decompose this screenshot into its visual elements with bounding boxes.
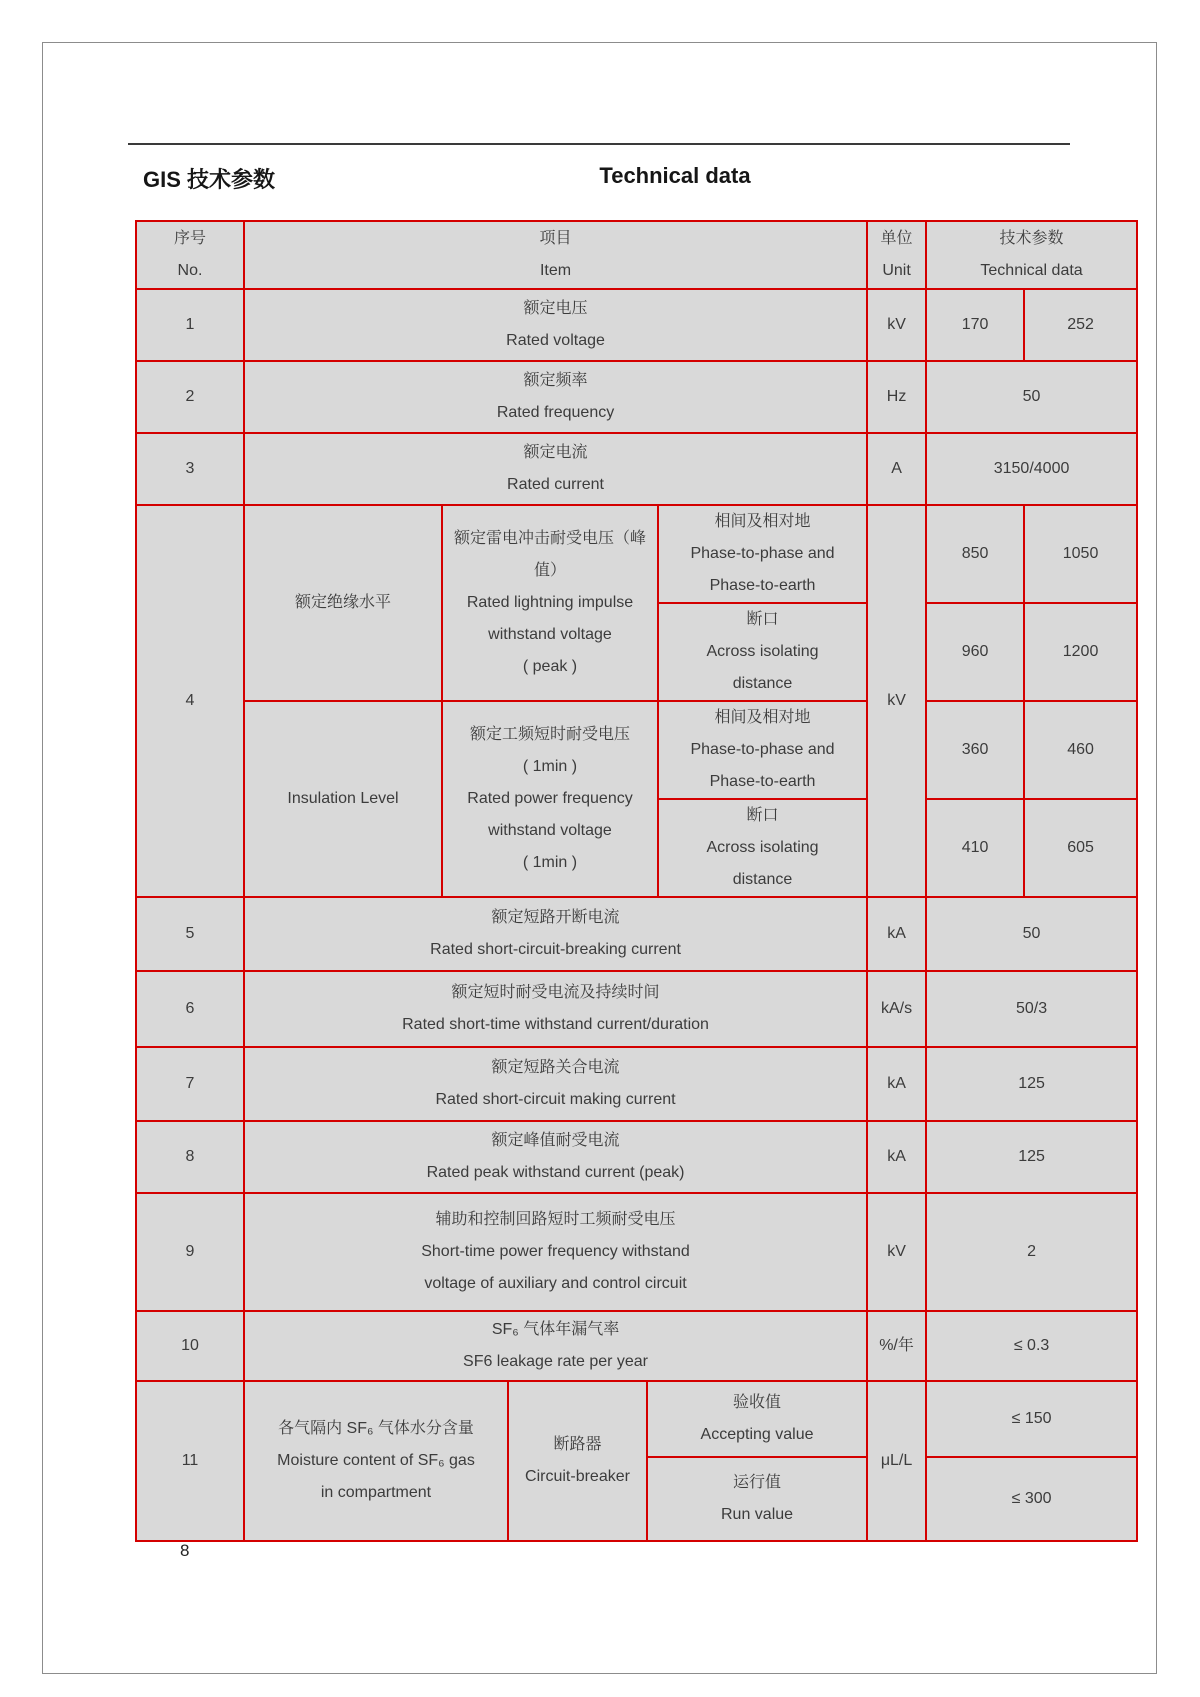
row4-phase2-zh: 相间及相对地: [714, 709, 811, 726]
row-1: [136, 289, 1137, 361]
row11-run-zh: 运行值: [733, 1474, 782, 1491]
row6-no-cell: 6: [136, 971, 244, 1047]
row4-power-line3: Rated power frequency: [467, 790, 633, 807]
row1-no-cell: 1: [136, 289, 244, 361]
row8-item-cell: [244, 1121, 867, 1193]
row9-unit-cell: kV: [867, 1193, 926, 1311]
row1-value1-cell: 170: [926, 289, 1024, 361]
row7-value-cell: 125: [926, 1047, 1137, 1121]
row-2: [136, 361, 1137, 433]
row4-value-605: 605: [1024, 799, 1137, 897]
row4-phase1-en1: Phase-to-phase and: [690, 545, 835, 562]
row6-unit-cell: kA/s: [867, 971, 926, 1047]
row2-item-zh: 额定频率: [523, 372, 588, 389]
row4-lightning-line5: ( peak ): [522, 658, 578, 675]
row-8: [136, 1121, 1137, 1193]
row3-item-en: Rated current: [507, 476, 604, 493]
row1-unit-cell: kV: [867, 289, 926, 361]
row-11-sub1: [136, 1381, 1137, 1457]
row4-power-line5: ( 1min ): [522, 854, 578, 871]
header-item-zh: 项目: [539, 230, 572, 247]
row5-unit-cell: kA: [867, 897, 926, 971]
row-5: [136, 897, 1137, 971]
row6-item-cell: [244, 971, 867, 1047]
row3-unit-cell: A: [867, 433, 926, 505]
row5-item-cell: [244, 897, 867, 971]
row11-accept-en: Accepting value: [700, 1426, 814, 1443]
row-7: [136, 1047, 1137, 1121]
row4-gap2-en1: Across isolating: [706, 839, 819, 856]
row11-item-cell: [244, 1381, 508, 1541]
row11-item-zh: 各气隔内 SF₆ 气体水分含量: [278, 1420, 474, 1437]
row9-item-en2: voltage of auxiliary and control circuit: [424, 1275, 687, 1292]
row3-item-zh: 额定电流: [523, 444, 588, 461]
row6-item-zh: 额定短时耐受电流及持续时间: [451, 984, 660, 1001]
row9-item-zh: 辅助和控制回路短时工频耐受电压: [435, 1211, 676, 1228]
row11-accept-value-cell: ≤ 150: [926, 1381, 1137, 1457]
page-title-en: Technical data: [599, 163, 751, 188]
row4-level-en-cell: Insulation Level: [244, 701, 442, 897]
row5-item-en: Rated short-circuit-breaking current: [430, 941, 681, 958]
row4-phase1-zh: 相间及相对地: [714, 513, 811, 530]
row4-lightning-cell: [442, 505, 658, 701]
row4-phase2-cell: [658, 701, 867, 799]
row-6: [136, 971, 1137, 1047]
row10-unit-cell: %/年: [867, 1311, 926, 1381]
row11-run-en: Run value: [721, 1506, 794, 1523]
table-header-row: [136, 221, 1137, 289]
technical-data-table: [135, 220, 1138, 1542]
row4-lightning-line1: 额定雷电冲击耐受电压（峰: [453, 530, 646, 547]
row11-run-cell: [647, 1457, 867, 1541]
row2-no-cell: 2: [136, 361, 244, 433]
row11-unit-cell: μL/L: [867, 1381, 926, 1541]
row8-value-cell: 125: [926, 1121, 1137, 1193]
row5-value-cell: 50: [926, 897, 1137, 971]
row10-item-cell: [244, 1311, 867, 1381]
row3-item-cell: [244, 433, 867, 505]
row3-no-cell: 3: [136, 433, 244, 505]
row4-value-1200: 1200: [1024, 603, 1137, 701]
row4-phase1-cell: [658, 505, 867, 603]
row11-accept-cell: [647, 1381, 867, 1457]
row4-unit-cell: kV: [867, 505, 926, 897]
row4-lightning-line2: 值）: [533, 562, 566, 579]
header-no-cell: [136, 221, 244, 289]
row7-item-zh: 额定短路关合电流: [491, 1059, 620, 1076]
row11-item-en1: Moisture content of SF₆ gas: [277, 1452, 475, 1469]
row-3: [136, 433, 1137, 505]
row3-value-cell: 3150/4000: [926, 433, 1137, 505]
row4-power-line1: 额定工频短时耐受电压: [469, 726, 630, 743]
row11-breaker-cell: [508, 1381, 647, 1541]
row1-item-en: Rated voltage: [506, 332, 605, 349]
row7-unit-cell: kA: [867, 1047, 926, 1121]
row4-power-cell: [442, 701, 658, 897]
row4-gap1-en2: distance: [732, 675, 793, 692]
header-param-en: Technical data: [980, 262, 1083, 279]
row8-item-zh: 额定峰值耐受电流: [491, 1132, 620, 1149]
row9-item-en1: Short-time power frequency withstand: [421, 1243, 690, 1260]
header-unit-cell: [867, 221, 926, 289]
header-param-cell: [926, 221, 1137, 289]
row4-value-850: 850: [926, 505, 1024, 603]
header-no-zh: 序号: [173, 230, 206, 247]
row6-value-cell: 50/3: [926, 971, 1137, 1047]
row2-unit-cell: Hz: [867, 361, 926, 433]
row1-item-cell: [244, 289, 867, 361]
row7-item-cell: [244, 1047, 867, 1121]
row7-no-cell: 7: [136, 1047, 244, 1121]
row5-item-zh: 额定短路开断电流: [491, 909, 620, 926]
header-no-en: No.: [177, 262, 203, 279]
horizontal-rule: [128, 143, 1070, 145]
row2-item-cell: [244, 361, 867, 433]
page-number: 8: [180, 1541, 190, 1560]
row4-power-line4: withstand voltage: [488, 822, 612, 839]
row11-run-value-cell: ≤ 300: [926, 1457, 1137, 1541]
row11-no-cell: 11: [136, 1381, 244, 1541]
row10-item-zh: SF₆ 气体年漏气率: [491, 1321, 620, 1338]
row2-item-en: Rated frequency: [496, 404, 615, 421]
row8-item-en: Rated peak withstand current (peak): [426, 1164, 685, 1181]
header-param-zh: 技术参数: [999, 230, 1064, 247]
row4-gap2-zh: 断口: [746, 807, 779, 824]
row4-phase2-en2: Phase-to-earth: [709, 773, 816, 790]
header-item-cell: [244, 221, 867, 289]
row11-item-en2: in compartment: [320, 1484, 432, 1501]
row4-value-460: 460: [1024, 701, 1137, 799]
row4-value-410: 410: [926, 799, 1024, 897]
row-9: [136, 1193, 1137, 1311]
page-title-zh: GIS 技术参数: [143, 167, 276, 192]
row4-phase1-en2: Phase-to-earth: [709, 577, 816, 594]
row10-no-cell: 10: [136, 1311, 244, 1381]
row4-value-960: 960: [926, 603, 1024, 701]
row-10: [136, 1311, 1137, 1381]
header-unit-zh: 单位: [880, 230, 913, 247]
row11-breaker-en: Circuit-breaker: [525, 1468, 630, 1485]
row4-gap1-zh: 断口: [746, 611, 779, 628]
header-unit-en: Unit: [882, 262, 911, 279]
row8-no-cell: 8: [136, 1121, 244, 1193]
row4-phase2-en1: Phase-to-phase and: [690, 741, 835, 758]
row4-level-zh-cell: 额定绝缘水平: [244, 505, 442, 701]
row1-item-zh: 额定电压: [523, 300, 588, 317]
row4-gap2-en2: distance: [732, 871, 793, 888]
row4-no-cell: 4: [136, 505, 244, 897]
row1-value2-cell: 252: [1024, 289, 1137, 361]
row9-item-cell: [244, 1193, 867, 1311]
row2-value-cell: 50: [926, 361, 1137, 433]
row10-value-cell: ≤ 0.3: [926, 1311, 1137, 1381]
header-item-en: Item: [539, 262, 572, 279]
row4-gap2-cell: [658, 799, 867, 897]
row9-no-cell: 9: [136, 1193, 244, 1311]
row10-item-en: SF6 leakage rate per year: [463, 1353, 649, 1370]
row4-lightning-line4: withstand voltage: [488, 626, 612, 643]
row4-value-1050: 1050: [1024, 505, 1137, 603]
row4-power-line2: ( 1min ): [522, 758, 578, 775]
row4-lightning-line3: Rated lightning impulse: [466, 594, 634, 611]
row-4-sub3: [136, 701, 1137, 799]
row8-unit-cell: kA: [867, 1121, 926, 1193]
row4-value-360: 360: [926, 701, 1024, 799]
row4-gap1-cell: [658, 603, 867, 701]
row11-breaker-zh: 断路器: [553, 1436, 602, 1453]
row11-accept-zh: 验收值: [733, 1394, 782, 1411]
row-4-sub1: [136, 505, 1137, 603]
row4-gap1-en1: Across isolating: [706, 643, 819, 660]
row6-item-en: Rated short-time withstand current/duration: [402, 1016, 709, 1033]
row5-no-cell: 5: [136, 897, 244, 971]
row7-item-en: Rated short-circuit making current: [435, 1091, 676, 1108]
row9-value-cell: 2: [926, 1193, 1137, 1311]
